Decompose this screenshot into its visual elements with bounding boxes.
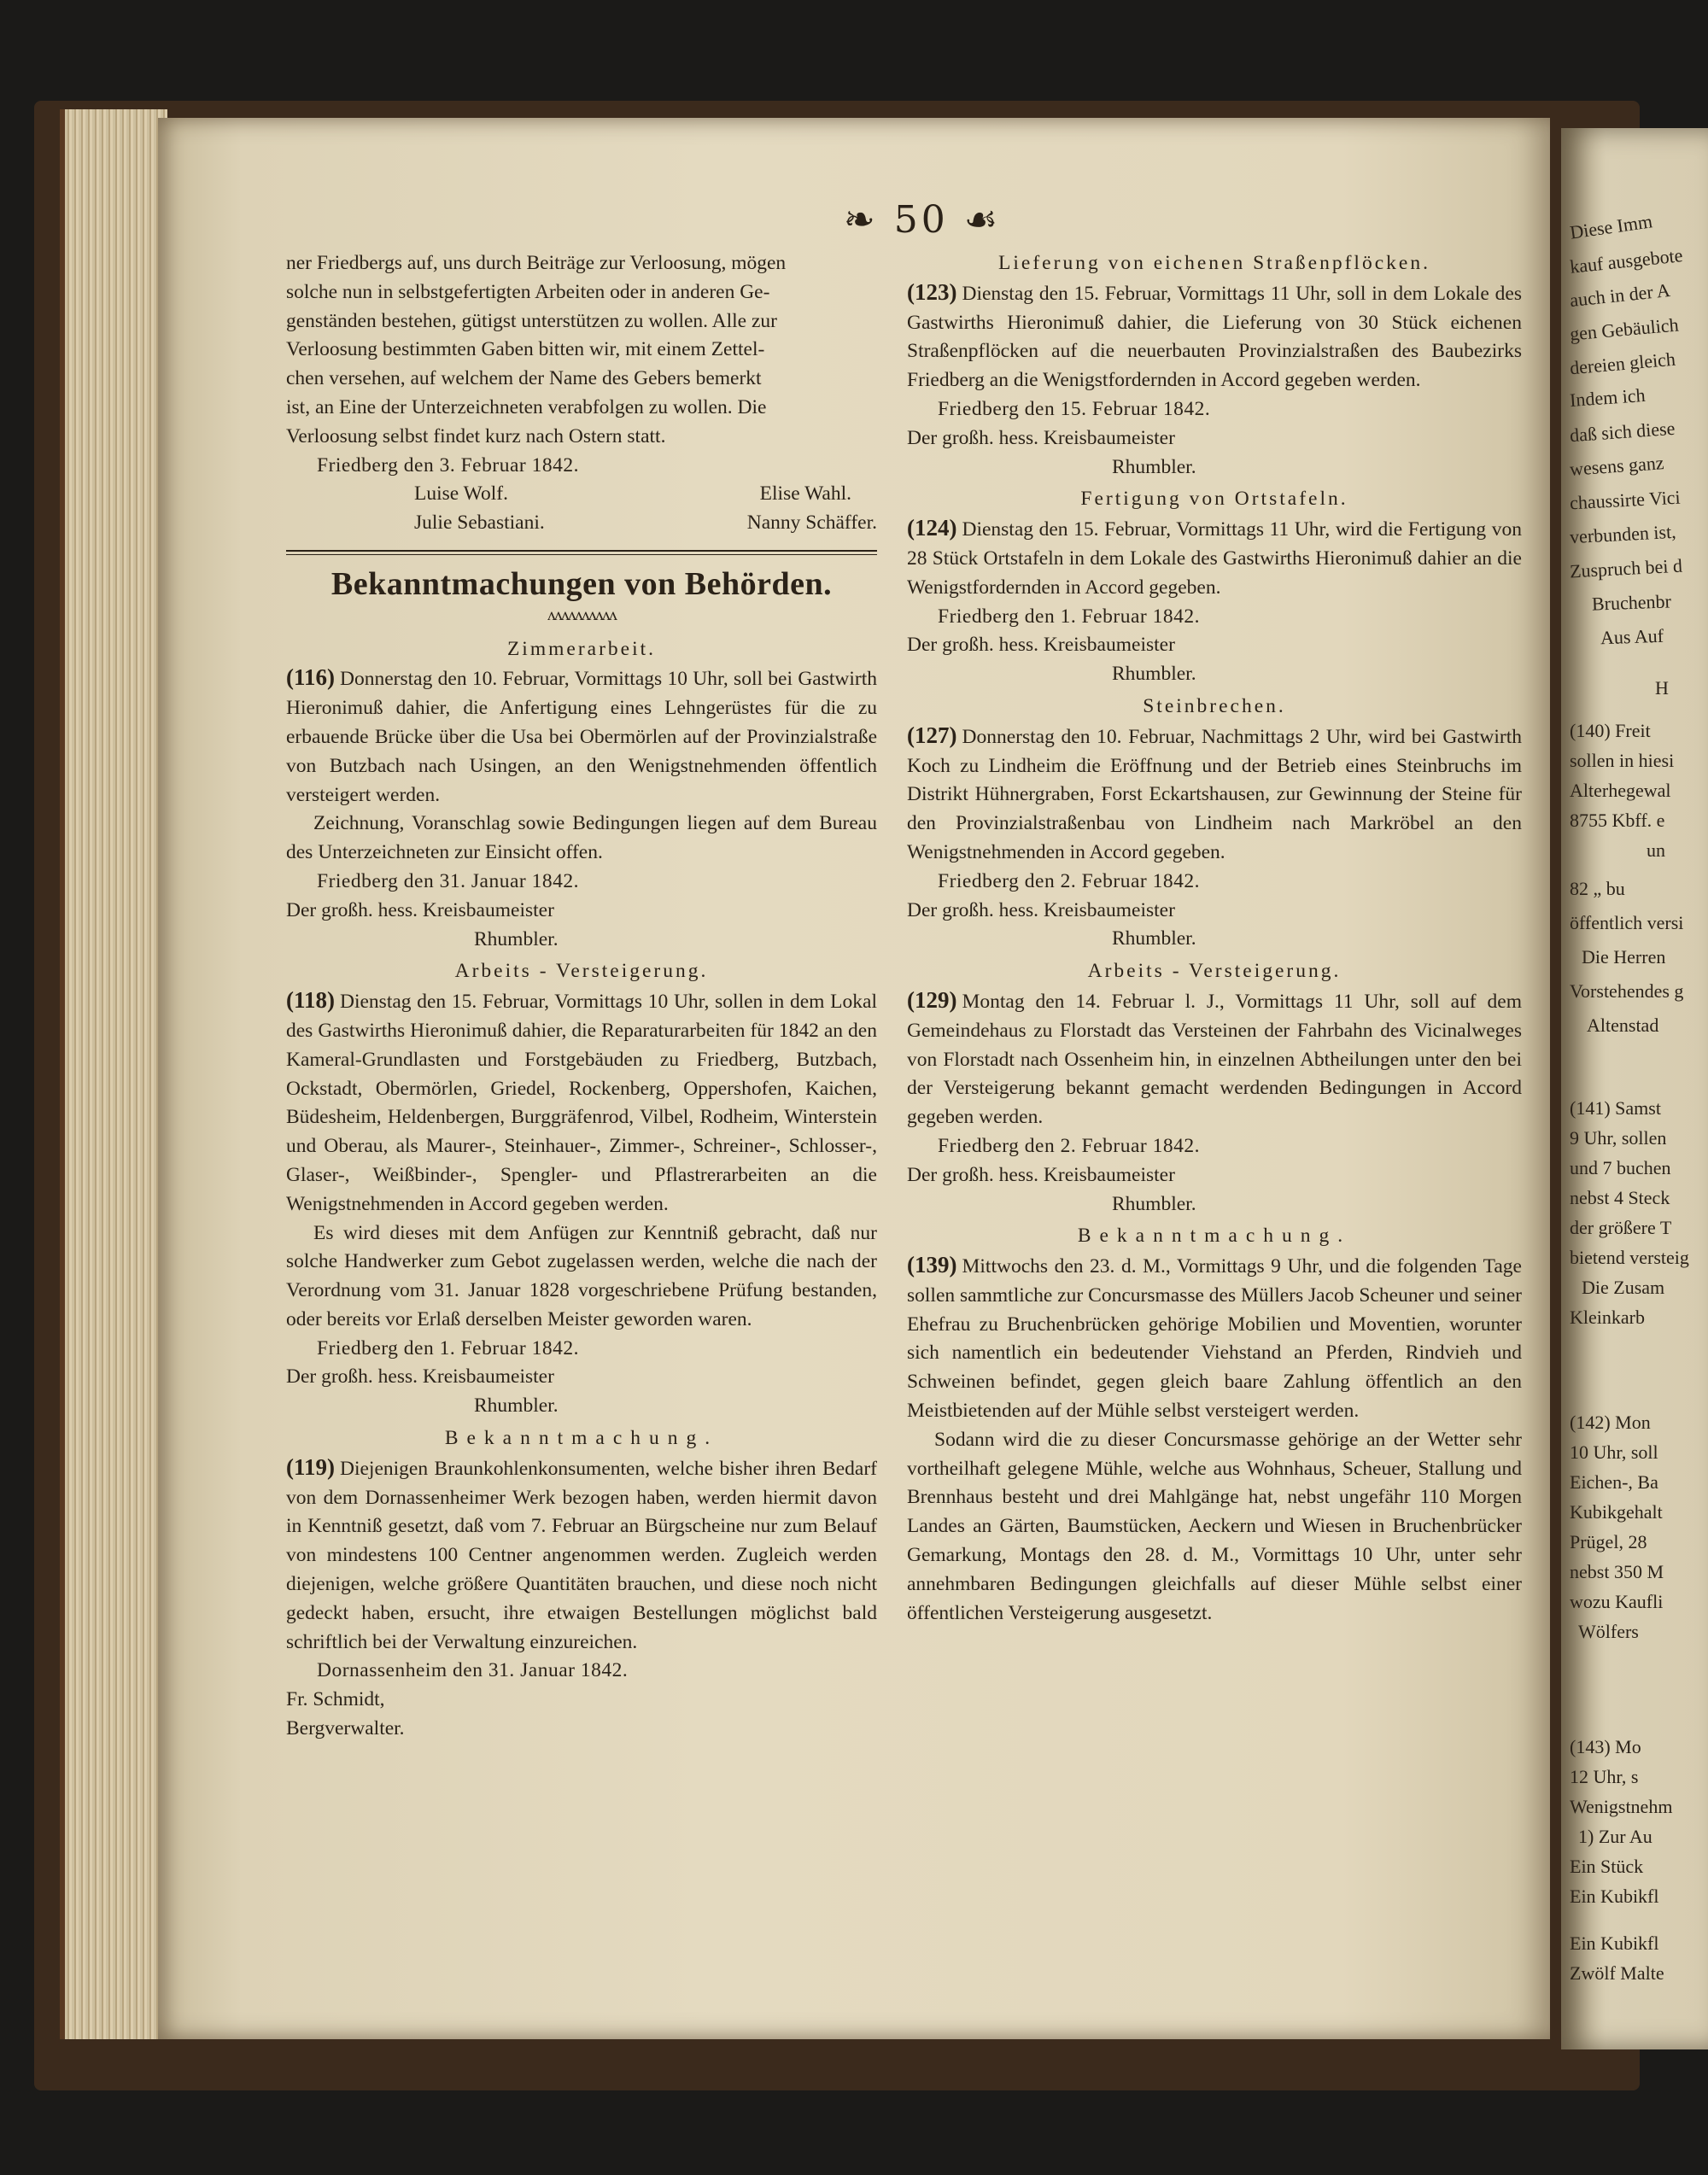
fragment-line: wesens ganz [1569,452,1665,480]
fragment-line: Bruchenbr [1591,590,1672,615]
notice-signature: Der großh. hess. Kreisbaumeister [907,898,1175,921]
signer: Elise Wahl. [759,482,851,506]
notice-signature-name: Bergverwalter. [286,1717,405,1740]
fragment-line: Ein Kubikfl [1570,1932,1659,1954]
fragment-line: (143) Mo [1570,1736,1641,1757]
notice-text: Zeichnung, Voranschlag sowie Bedingungen liegen auf dem Bureau des Unterzeichneten zur Einsicht offen. [286,812,877,864]
notice-heading: Bekanntmachung. [1077,1225,1352,1248]
notice-signature-name: Rhumbler. [1112,663,1196,686]
notice-text: Sodann wird die zu dieser Concursmasse gehörige an der Wetter sehr vortheilhaft gelegene Mühle, welche aus Wohnhaus, Scheuer, Stallung und Brennhaus besteht und drei Mahlgänge hat, nebst ungefähr 110 Morgen Landes an Gärten, Baumstücken, Aeckern und Wiesen in Bruchenbrücker Gemarkung, Montags den 28. d. M., Vormittags 10 Uhr, unter sehr annehmbaren Bedingungen gleichfalls auf dieser Mühle selbst einer öffentlichen Versteigerung ausgesetzt. [907,1428,1522,1624]
notice-heading: Arbeits - Versteigerung. [454,960,709,983]
notice-number: (129) [907,986,957,1013]
fragment-line: der größere T [1570,1217,1672,1238]
fragment-line: 1) Zur Au [1578,1826,1652,1847]
fragment-line: Wenigstnehm [1570,1796,1673,1817]
fragment-line: 12 Uhr, s [1570,1766,1639,1787]
fragment-line: 10 Uhr, soll [1570,1441,1658,1463]
fragment-line: (141) Samst [1570,1097,1661,1119]
notice-date: Friedberg den 2. Februar 1842. [938,869,1200,892]
notice-signature: Der großh. hess. Kreisbaumeister [907,1163,1175,1186]
fragment-line: Ein Stück [1570,1856,1644,1877]
notice-heading: Lieferung von eichenen Straßenpflöcken. [998,252,1430,274]
notice-signature: Der großh. hess. Kreisbaumeister [286,1365,554,1389]
notice-text: (124) Dienstag den 15. Februar, Vormittags 11 Uhr, wird die Fertigung von 28 Stück Ortstafeln in dem Lokale des Gastwirths Hieronimuß dahier an die Wenigstfordernden in Accord gegeben. [907,515,1522,599]
fragment-line: Kubikgehalt [1570,1501,1663,1523]
fragment-line: Ein Kubikfl [1570,1886,1659,1907]
notice-number: (119) [286,1453,335,1480]
notice-text: Es wird dieses mit dem Anfügen zur Kenntniß gebracht, daß nur solche Handwerker zum Gebot zugelassen werden, welche die nach der Verordnung vom 31. Januar 1828 vorgeschriebene Prüfung bestanden, oder bereits vor Erlaß derselben Meister geworden waren. [286,1221,877,1330]
notice-text: (127) Donnerstag den 10. Februar, Nachmittags 2 Uhr, wird bei Gastwirth Koch zu Lindheim die Eröffnung und der Betrieb eines Steinbruchs im Distrikt Hühnergraben, Forst Eckartshausen, zur Gewinnung der Steine für den Provinzialstraßenbau von Lindheim nach Markröbel an den Wenigstnehmenden in Accord gegeben. [907,722,1522,863]
page-number [803,198,1042,242]
notice-heading: Steinbrechen. [1143,694,1286,717]
fragment-line: verbunden ist, [1569,520,1677,548]
notice-number: (118) [286,987,335,1014]
page-number-value: 50 [893,198,949,242]
fragment-line: gen Gebäulich [1569,313,1680,345]
notice-signature: Der großh. hess. Kreisbaumeister [907,426,1175,449]
fragment-line: (142) Mon [1570,1412,1651,1433]
notice-date: Friedberg den 1. Februar 1842. [938,605,1200,628]
fragment-line: öffentlich versi [1570,912,1684,933]
fragment-line: Zwölf Malte [1570,1962,1664,1984]
notice-number: (139) [907,1252,957,1278]
signer: Nanny Schäffer. [746,512,877,535]
fragment-line: chaussirte Vici [1569,486,1682,514]
fragment-line: Eichen-, Ba [1570,1471,1658,1493]
notice-text: (139) Mittwochs den 23. d. M., Vormittags 9 Uhr, und die folgenden Tage sollen sammtliche zur Concursmasse des Müllers Jacob Scheuner und seiner Ehefrau zu Bruchenbrücken gehörige Mobilien und Moventien, worunter sich namentlich ein bedeutender Viehstand an Pferden, Rindvieh und Schweinen befindet, gegen gleich baare Zahlung öffentlich an den Meistbietenden auf der Mühle selbst versteigert werden. [907,1252,1522,1423]
notice-text: (116) Donnerstag den 10. Februar, Vormittags 10 Uhr, soll bei Gastwirth Hieronimuß dahier, die Anfertigung eines Lehngerüstes für die zu erbauende Brücke über die Usa bei Obermörlen auf der Provinzialstraße von Butzbach nach Usingen, an den Wenigstnehmenden öffentlich versteigert werden. [286,664,877,806]
fragment-line: H [1655,677,1669,699]
ornament-divider: ʌʌʌʌʌʌʌʌʌʌ [547,605,616,624]
fragment-line: Kleinkarb [1570,1307,1645,1328]
fragment-line: 8755 Kbff. e [1570,810,1665,831]
fragment-line: un [1647,839,1665,861]
notice-signature-name: Rhumbler. [1112,455,1196,478]
fragment-line: kauf ausgebote [1569,244,1684,278]
notice-signature-name: Rhumbler. [1112,927,1196,950]
notice-date: Friedberg den 2. Februar 1842. [938,1134,1200,1157]
notice-date: Friedberg den 1. Februar 1842. [317,1336,579,1359]
fragment-line: sollen in hiesi [1570,750,1675,771]
fragment-line: nebst 4 Steck [1570,1187,1670,1208]
fragment-line: Diese Imm [1568,210,1654,243]
notice-signature-name: Rhumbler. [474,927,559,950]
fragment-line: bietend versteig [1570,1247,1689,1268]
intro-date: Friedberg den 3. Februar 1842. [317,453,579,477]
fragment-line: Indem ich [1569,383,1647,412]
fragment-line: Die Zusam [1582,1277,1665,1298]
notice-heading: Zimmerarbeit. [506,637,657,660]
fragment-line: Vorstehendes g [1570,980,1684,1002]
notice-signature-name: Rhumbler. [474,1394,559,1418]
notice-number: (124) [907,515,957,541]
fragment-line: Alterhegewal [1570,780,1671,801]
signer: Julie Sebastiani. [414,512,545,535]
notice-date: Friedberg den 15. Februar 1842. [938,397,1211,420]
fragment-line: und 7 buchen [1570,1157,1671,1178]
intro-line: ist, an Eine der Unterzeichneten verabfolgen zu wollen. Die [286,395,767,418]
fragment-line: Die Herren [1582,946,1666,968]
notice-number: (123) [907,278,957,305]
notice-text: (129) Montag den 14. Februar l. J., Vormittags 11 Uhr, soll auf dem Gemeindehaus zu Florstadt das Versteinen der Fahrbahn des Vicinalweges von Florstadt nach Ossenheim hin, in einzelnen Abtheilungen unter den bei der Versteigerung bekannt gemacht werdenden Bedingungen in Accord gegeben werden. [907,986,1522,1129]
notice-text: (123) Dienstag den 15. Februar, Vormittags 11 Uhr, soll in dem Lokale des Gastwirths Hieronimuß dahier, die Lieferung von 30 Stück eichenen Straßenpflöcken auf die neuerbauten Provinzialstraßen des Baubezirks Friedberg an die Wenigstfordernden in Accord gegeben werden. [907,278,1522,392]
signers-row [286,480,877,509]
fragment-line: wozu Kaufli [1570,1591,1664,1612]
notice-heading: Fertigung von Ortstafeln. [1080,488,1348,511]
intro-line: solche nun in selbstgefertigten Arbeiten oder in anderen Ge- [286,280,770,303]
signers-row [286,509,877,538]
section-title: Bekanntmachungen von Behörden. [330,565,833,602]
notice-date: Dornassenheim den 31. Januar 1842. [317,1659,629,1682]
fragment-line: daß sich diese [1569,417,1676,447]
notice-date: Friedberg den 31. Januar 1842. [317,869,579,892]
divider [286,550,877,555]
fragment-line: Altenstad [1587,1014,1659,1036]
notice-heading: Arbeits - Versteigerung. [1087,960,1342,983]
fragment-line: (140) Freit [1570,720,1651,741]
fragment-line: 82 „ bu [1570,878,1625,899]
fragment-line: Aus Auf [1600,624,1664,649]
fragment-line: Zuspruch bei d [1569,554,1683,582]
intro-line: genständen bestehen, gütigst unterstützen zu wollen. Alle zur [286,309,777,332]
left-column [286,249,877,1744]
notice-text: (118) Dienstag den 15. Februar, Vormittags 10 Uhr, sollen in dem Lokal des Gastwirths Hieronimuß dahier, die Reparaturarbeiten für 1842 an den Kameral-Grundlasten und Forstgebäuden zu Friedberg, Butzbach, Ockstadt, Obermörlen, Griedel, Rockenberg, Oppershofen, Kaichen, Büdesheim, Heldenbergen, Burggräfenrod, Vilbel, Rodheim, Winterstein und Oberau, als Maurer-, Steinhauer-, Zimmer-, Schreiner-, Schlosser-, Glaser-, Weißbinder-, Spengler- und Pflastrerarbeiten an die Wenigstnehmenden in Accord gegeben werden. [286,987,877,1215]
fragment-line: Prügel, 28 [1570,1531,1647,1552]
fragment-line: dereien gleich [1569,348,1676,379]
notice-signature: Der großh. hess. Kreisbaumeister [907,634,1175,657]
right-column [907,249,1522,1628]
signer: Luise Wolf. [414,482,508,506]
intro-line: chen versehen, auf welchem der Name des Gebers bemerkt [286,367,762,390]
fragment-line: Wölfers [1578,1621,1639,1642]
intro-line: ner Friedbergs auf, uns durch Beiträge zur Verloosung, mögen [286,252,787,274]
notice-signature: Fr. Schmidt, [286,1688,385,1711]
notice-signature-name: Rhumbler. [1112,1192,1196,1215]
fragment-line: nebst 350 M [1570,1561,1664,1582]
page-edges [60,109,167,2039]
ornament-left-icon: ❧ [843,198,879,242]
intro-line: Verloosung selbst findet kurz nach Ostern statt. [286,424,666,447]
notice-heading: Bekanntmachung. [444,1427,719,1450]
notice-number: (127) [907,722,957,748]
notice-signature: Der großh. hess. Kreisbaumeister [286,898,554,921]
intro-line: Verloosung bestimmten Gaben bitten wir, mit einem Zettel- [286,338,765,361]
notice-number: (116) [286,664,335,691]
notice-text: (119) Diejenigen Braunkohlenkonsumenten, welche bisher ihren Bedarf von dem Dornassenheimer Werk bezogen haben, werden hiermit davon in Kenntniß gesetzt, daß vom 7. Februar an Bürgscheine nur zum Belauf von mindestens 100 Centner angenommen werden. Zugleich werden diejenigen, welche größere Quantitäten brauchen, und diese noch nicht gedeckt haben, ersucht, ihre etwaigen Bestellungen möglichst bald schriftlich bei der Verwaltung einzureichen. [286,1453,877,1653]
next-page-fragment [1561,128,1708,2049]
ornament-right-icon: ☙ [963,198,1002,242]
fragment-line: 9 Uhr, sollen [1570,1127,1667,1149]
fragment-line: auch in der A [1568,278,1671,312]
